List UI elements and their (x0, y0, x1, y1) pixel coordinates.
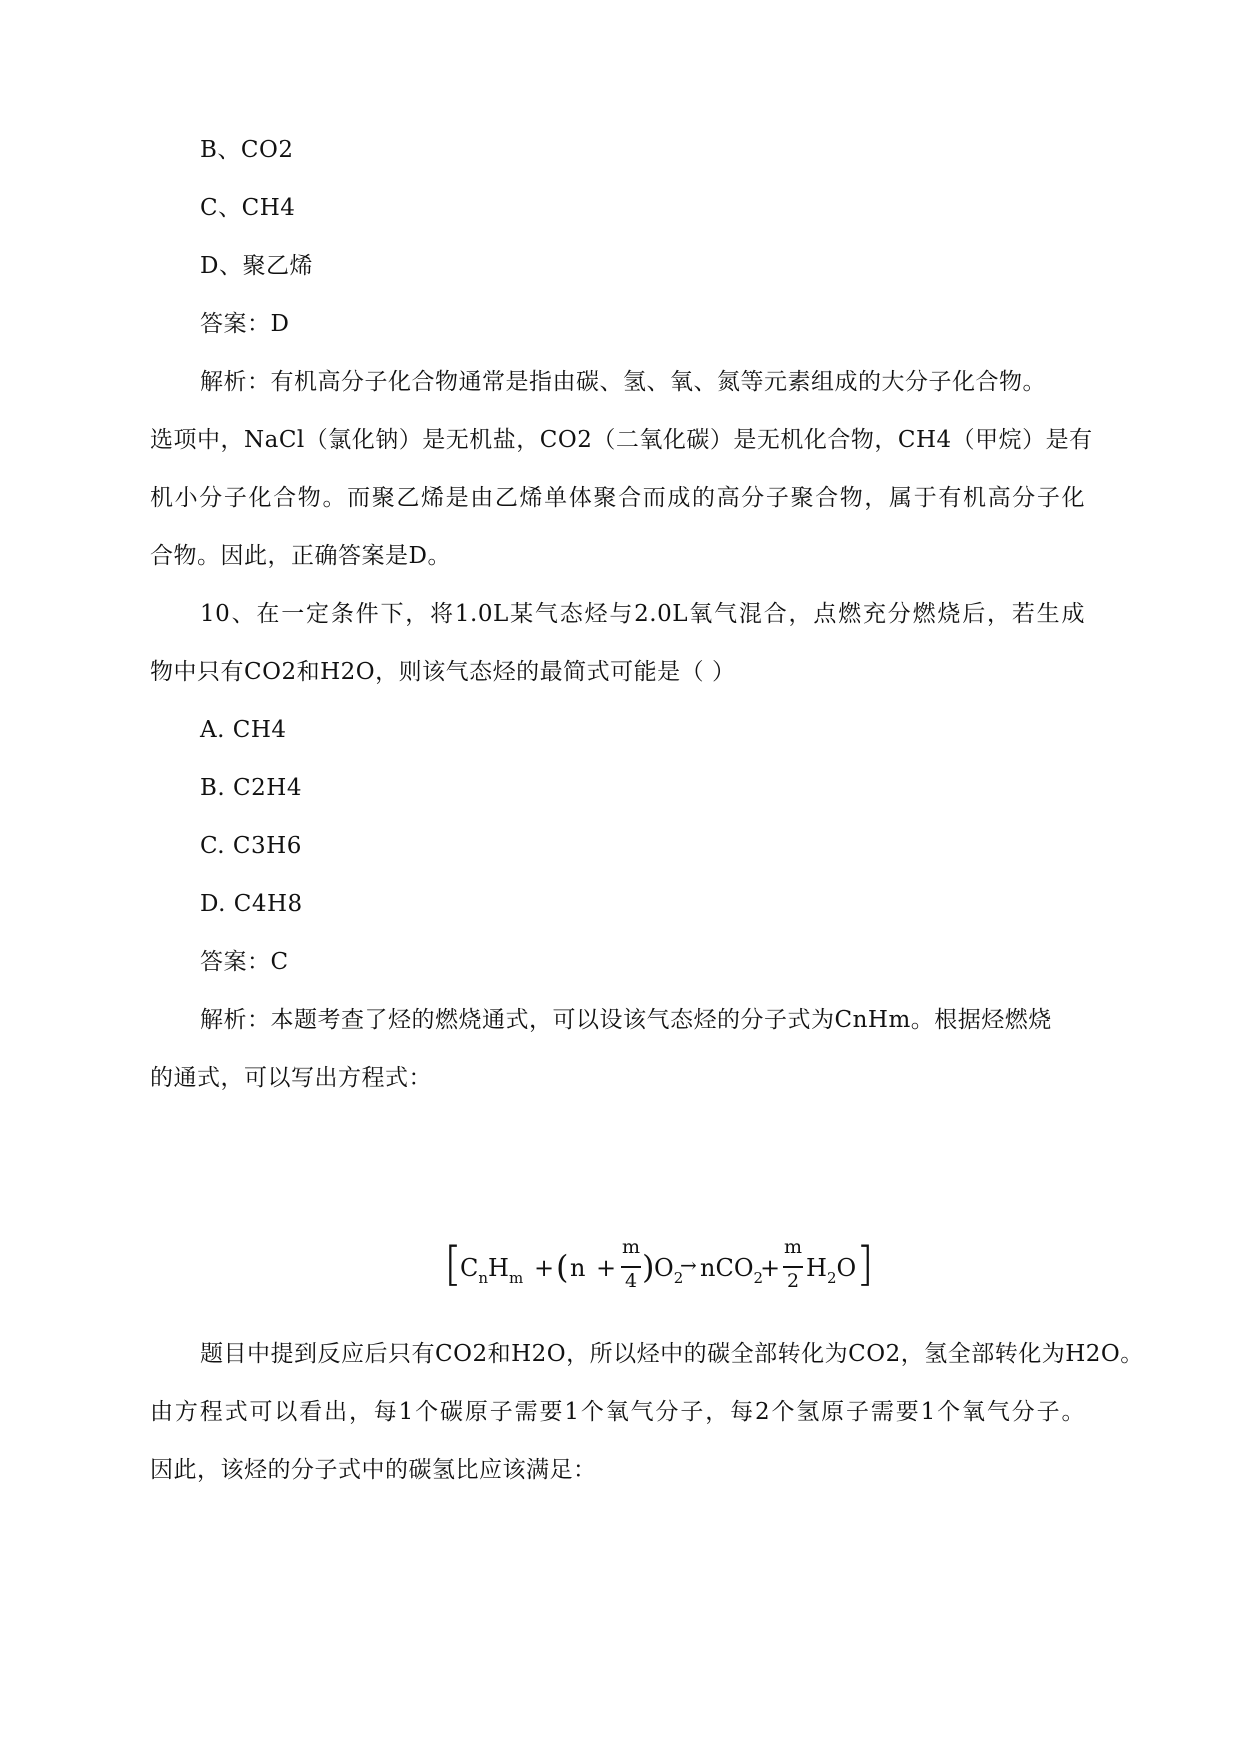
option-d: D. C4H8 (200, 891, 303, 917)
option-b-prev: B、CO2 (200, 137, 294, 163)
analysis-line3: 题目中提到反应后只有CO2和H2O，所以烃中的碳全部转化为CO2，氢全部转化为H2O。 (200, 1341, 1144, 1367)
formula-open-bracket: [ (444, 1237, 462, 1291)
question-10-line1: 10、在一定条件下，将1.0L某气态烃与2.0L氧气混合，点燃充分燃烧后，若生成 (200, 601, 1085, 627)
formula-frac2-denominator: 2 (786, 1270, 800, 1292)
option-c-prev: C、CH4 (200, 195, 296, 221)
formula-oxygen: $O_2$ (654, 1254, 684, 1287)
option-c: C. C3H6 (200, 833, 302, 859)
question-10-line2: 物中只有CO2和H2O，则该气态烃的最简式可能是（ ） (150, 659, 736, 685)
formula-frac1-numerator: m (621, 1236, 641, 1258)
answer: 答案：C (200, 949, 289, 975)
analysis-line2: 的通式，可以写出方程式： (150, 1065, 432, 1091)
formula-close-bracket: ] (856, 1237, 874, 1291)
formula-frac2-numerator: m (783, 1236, 803, 1258)
formula-plus-3: + (760, 1254, 781, 1282)
option-d-prev: D、聚乙烯 (200, 253, 313, 279)
analysis-line4: 由方程式可以看出，每1个碳原子需要1个氧气分子，每2个氢原子需要1个氧气分子。 (150, 1399, 1085, 1425)
formula-close-paren: ) (642, 1248, 655, 1286)
formula-plus-2: + (596, 1254, 617, 1282)
option-a: A. CH4 (200, 717, 287, 743)
formula-hydrocarbon: $C_nH_m$ (460, 1254, 524, 1287)
analysis-prev-line4: 合物。因此，正确答案是D。 (150, 543, 451, 569)
answer-prev: 答案：D (200, 311, 290, 337)
combustion-equation-tail (806, 1235, 886, 1305)
formula-n: n (570, 1254, 586, 1282)
formula-frac1-bar (621, 1266, 641, 1268)
formula-open-paren: ( (556, 1248, 569, 1286)
analysis-prev-line3: 机小分子化合物。而聚乙烯是由乙烯单体聚合而成的高分子聚合物，属于有机高分子化 (150, 485, 1085, 511)
analysis-prev-line2: 选项中，NaCl（氯化钠）是无机盐，CO2（二氧化碳）是无机化合物，CH4（甲烷）是有 (150, 427, 1093, 453)
option-b: B. C2H4 (200, 775, 302, 801)
formula-carbon-dioxide: nCO$_2$ (700, 1254, 764, 1287)
formula-frac2-bar (783, 1266, 803, 1268)
analysis-prev-line1: 解析：有机高分子化合物通常是指由碳、氢、氧、氮等元素组成的大分子化合物。 (200, 369, 1046, 395)
analysis-line5: 因此，该烃的分子式中的碳氢比应该满足： (150, 1457, 597, 1483)
formula-plus-1: + (534, 1254, 555, 1282)
analysis-line1: 解析：本题考查了烃的燃烧通式，可以设该气态烃的分子式为CnHm。根据烃燃烧 (200, 1007, 1052, 1033)
formula-frac1-denominator: 4 (624, 1270, 638, 1292)
combustion-equation (444, 1235, 804, 1305)
formula-water: $H_2O$ (806, 1254, 857, 1287)
formula-arrow: → (680, 1253, 697, 1277)
